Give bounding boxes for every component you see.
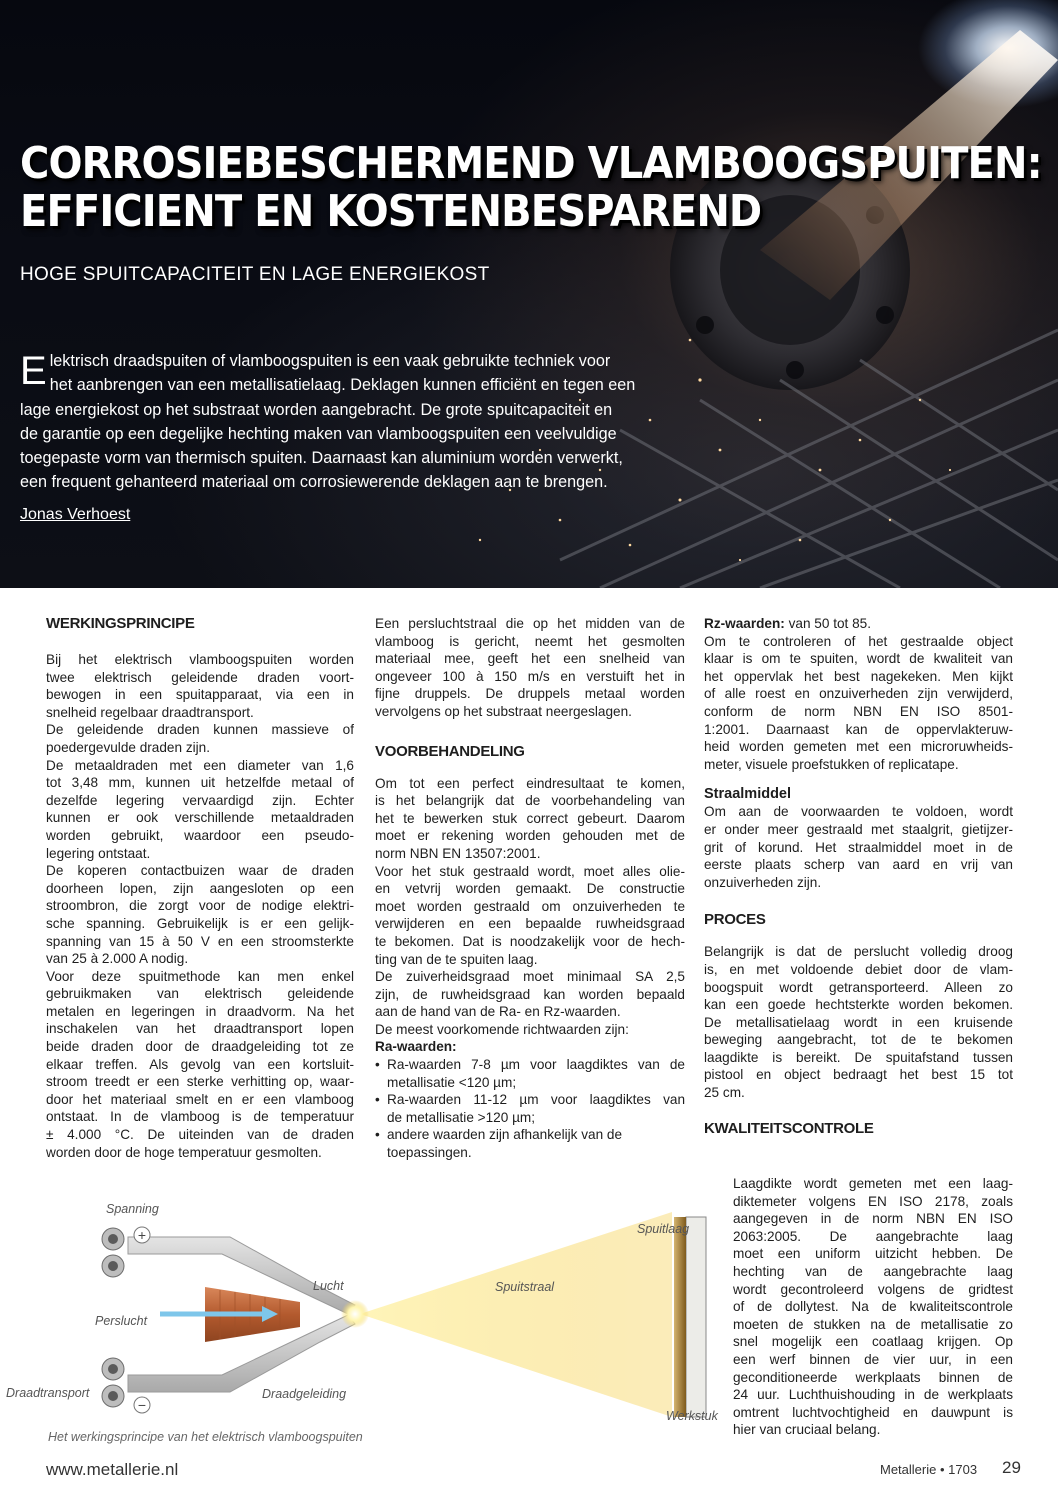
text-line: Om aan de voorwaarden te voldoen, wordt: [704, 804, 1013, 820]
title-line-2: EFFICIENT EN KOSTENBESPAREND: [20, 186, 762, 237]
column-3-continued: [733, 1175, 1013, 1439]
text-line: diktemeter volgens EN ISO 2178, zoals: [733, 1193, 1013, 1209]
heading-werkingsprincipe: WERKINGSPRINCIPE: [46, 615, 195, 632]
text-line: zijn, de ruwheidsgraad kan worden bepaald: [375, 986, 685, 1002]
rz-waarden-value: van 50 tot 85.: [784, 616, 871, 631]
intro-line: een frequent gehanteerd materiaal om corrosiewerende deklagen aan te brengen.: [20, 473, 608, 492]
text-line: er onder meer gestraald met staalgrit, gietijzer-: [704, 821, 1013, 837]
column-3: [704, 615, 1013, 1138]
col1-text: [46, 651, 354, 1161]
heading-kwaliteitscontrole: KWALITEITSCONTROLE: [704, 1119, 874, 1137]
text-line: De koperen contactbuizen waar de draden: [46, 863, 354, 879]
text-line: stroombron, die zorgt voor de nodige elektri-: [46, 898, 354, 914]
intro-line: de garantie op een degelijke hechting maken van vlamboogspuiten een veelvuldige: [20, 424, 617, 443]
text-line: De metallisatielaag wordt in een kruisende: [704, 1014, 1013, 1030]
text-line: geconditioneerde werkplaats binnen de: [733, 1369, 1013, 1385]
page-number: 29: [1002, 1458, 1021, 1477]
text-line: klaar is om te spuiten, wordt de kwaliteit van: [704, 651, 1013, 667]
text-line: metalen en legeringen in draadvorm. Na het: [46, 1003, 354, 1019]
text-line: wordt gecontroleerd volgens de gridtest: [733, 1281, 1013, 1297]
text-line: is het belangrijk dat de voorbehandeling van: [375, 793, 685, 809]
label-lucht: Lucht: [313, 1279, 344, 1293]
article-subtitle: HOGE SPUITCAPACITEIT EN LAGE ENERGIEKOST: [20, 264, 490, 285]
text-line: materiaal mee, geeft het een snelheid van: [375, 651, 685, 667]
text-line: twee elektrisch geleidende draden voort-: [46, 669, 354, 685]
text-line: Om tot een perfect eindresultaat te komen,: [375, 775, 685, 791]
text-line: De meest voorkomende richtwaarden zijn:: [375, 1021, 629, 1037]
text-line: meter, visuele proefstukken of replicatape.: [704, 756, 959, 772]
text-line: moet worden gestraald om onzuiverheden te: [375, 898, 685, 914]
text-line: ting van de te spuiten laag.: [375, 951, 538, 967]
col2-text: [375, 775, 685, 1039]
text-line: stroom treedt er een sterke verhitting op, waar-: [46, 1074, 354, 1090]
text-line: vlamboog is gericht, neemt het gesmolten: [375, 633, 685, 649]
label-perslucht: Perslucht: [95, 1314, 148, 1328]
intro-line: het aanbrengen van een metallisatielaag. Deklagen kunnen efficiënt en tegen een: [49, 376, 636, 395]
text-line: 1:2001. Daarnaast kan de oppervlakteruw-: [704, 721, 1013, 737]
text-line: aangegeven in de norm NBN EN ISO: [733, 1211, 1013, 1227]
working-principle-diagram: [0, 1192, 720, 1452]
text-line: spanning van 15 à 50 V en een stroomsterkte: [46, 933, 354, 949]
text-line: omtrent luchtvochtigheid en dauwpunt is: [733, 1404, 1013, 1420]
label-spuitstraal: Spuitstraal: [495, 1280, 555, 1294]
wire-rollers-lower: [102, 1358, 124, 1407]
coating-layer: [674, 1217, 686, 1417]
hero-photo-spray-sparks: [0, 0, 1058, 588]
author-name: Jonas Verhoest: [20, 506, 131, 523]
text-line: norm NBN EN 13507:2001.: [375, 845, 541, 861]
text-line: en vetvrij worden gemaakt. De constructie: [375, 881, 685, 897]
heading-proces: PROCES: [704, 911, 766, 929]
arc-glow: [341, 1300, 369, 1328]
text-line: sche spanning. Gebruikelijk is er een gelijk-: [46, 915, 354, 931]
text-line: dezelfde legering vervaardigd zijn. Echter: [46, 792, 354, 808]
text-line: aan de hand van de Ra- en Rz-waarden.: [375, 1004, 621, 1020]
intro-paragraph: [20, 349, 660, 495]
text-line: het te bewerken stuk correct gebeurt. Daarom: [375, 810, 685, 826]
text-line: Laagdikte wordt gemeten met een laag-: [733, 1176, 1013, 1191]
text-line: beweging aangebracht, tot de te bekomen: [704, 1032, 1013, 1048]
text-line: conform de norm NBN EN ISO 8501-: [704, 703, 1013, 719]
text-line: ongeveer 100 à 150 m/s en verstuift het in: [375, 668, 685, 684]
hero-banner: [0, 0, 1058, 588]
intro-line: toegepaste vorm van thermisch spuiten. Daarnaast kan aluminium worden verwerkt,: [20, 449, 623, 468]
label-spuitlaag: Spuitlaag: [637, 1222, 690, 1236]
text-line: doorheen lopen, zijn aangesloten op een: [46, 880, 354, 896]
text-line: ontstaat. In de vlamboog is de temperatuur: [46, 1109, 354, 1125]
text-line: De metaaldraden met een diameter van 1,6: [46, 757, 354, 773]
text-line: elkaar treffen. Als gevolg van een kortsluit-: [46, 1056, 354, 1072]
text-line: heid worden gemeten met een microruwheids-: [704, 739, 1013, 755]
col3-text-2: [704, 803, 1013, 891]
text-line: laagdikte is bereikt. De spuitafstand tussen: [704, 1049, 1013, 1065]
text-line: eerste plaats scherp van aard en vrij van: [704, 857, 1013, 873]
label-werkstuk: Werkstuk: [666, 1409, 718, 1423]
intro-line: lage energiekost op het substraat worden aangebracht. De grote spuitcapaciteit en: [20, 400, 613, 419]
col2-intro-text: [375, 615, 685, 721]
text-line: beide draden door de draadgeleiding tot ze: [46, 1039, 354, 1055]
text-line: snel mogelijk een coatlaag krijgen. Op: [733, 1334, 1013, 1350]
label-draadtransport: Draadtransport: [6, 1386, 90, 1400]
text-line: onzuiverheden zijn.: [704, 874, 822, 890]
bullet-item-cont: metallisatie <120 µm;: [387, 1074, 517, 1090]
diagram-caption: Het werkingsprincipe van het elektrisch vlamboogspuiten: [48, 1430, 363, 1444]
rz-waarden-label: Rz-waarden:: [704, 616, 785, 631]
intro-line: lektrisch draadspuiten of vlamboogspuiten is een vaak gebruikte techniek voor: [49, 352, 611, 370]
text-line: van 25 à 2.000 A nodig.: [46, 951, 189, 967]
text-line: inschakelen van het draadtransport lopen: [46, 1021, 354, 1037]
text-line: door het materiaal smelt en er een vlamboog: [46, 1091, 354, 1107]
text-line: ± 4.000 °C. De uiteinden van de draden: [46, 1127, 354, 1143]
text-line: Voor deze spuitmethode kan men enkel: [46, 968, 354, 984]
text-line: hechting van de aangebrachte laag: [733, 1263, 1013, 1279]
ra-bullet-list: [375, 1056, 685, 1162]
text-line: worden gebruikt, waardoor een pseudo-: [46, 827, 354, 843]
text-line: hier van cruciaal belang.: [733, 1422, 881, 1438]
text-line: kan een goede hechtsterkte worden bekomen.: [704, 997, 1013, 1013]
text-line: De geleidende draden kunnen massieve of: [46, 722, 354, 738]
text-line: moet er rekening worden gehouden met de: [375, 828, 685, 844]
text-line: verwijderen en een bepaalde ruwheidsgraad: [375, 916, 685, 932]
text-line: of de dollytest. Na de kwaliteitscontrole: [733, 1299, 1013, 1315]
subheading-straalmiddel: Straalmiddel: [704, 786, 792, 803]
text-line: bewogen in een spuitapparaat, via een in: [46, 687, 354, 703]
text-line: of alle roest en onzuiverheden zijn verwijderd,: [704, 686, 1013, 702]
text-line: gebruikmaken van elektrisch geleidende: [46, 986, 354, 1002]
text-line: te bekomen. Dat is noodzakelijk voor de hech-: [375, 933, 685, 949]
drop-cap: E: [20, 349, 47, 393]
text-line: 24 uur. Luchthuishouding in de werkplaats: [733, 1387, 1013, 1403]
label-spanning: Spanning: [106, 1202, 159, 1216]
text-line: pistool en object bedraagt het best 15 tot: [704, 1067, 1013, 1083]
text-line: grit of korund. Het straalmiddel moet in de: [704, 839, 1013, 855]
ra-waarden-label: Ra-waarden:: [375, 1039, 457, 1055]
workpiece: [686, 1217, 706, 1417]
text-line: Voor het stuk gestraald wordt, moet alles olie-: [375, 863, 685, 879]
spray-jet: [360, 1212, 672, 1417]
title-line-1: CORROSIEBESCHERMEND VLAMBOOGSPUITEN:: [20, 138, 1042, 189]
text-line: een werf binnen de vier uur, in een: [733, 1351, 1013, 1367]
text-line: tot 3,48 mm, kunnen uit hetzelfde metaal of: [46, 775, 354, 791]
column-2: [375, 615, 685, 1162]
text-line: fijne druppels. De druppels metaal worden: [375, 686, 685, 702]
column-1: [46, 615, 354, 1161]
bullet-item-cont: de metallisatie >120 µm;: [387, 1109, 535, 1125]
plus-sign: +: [137, 1227, 147, 1243]
bullet-item: • Ra-waarden 11-12 µm voor laagdiktes van: [375, 1091, 685, 1109]
col3-text-3: [704, 943, 1013, 1101]
heading-voorbehandeling: VOORBEHANDELING: [375, 742, 525, 760]
text-line: Een persluchtstraal die op het midden van de: [375, 616, 685, 631]
bullet-item-cont: toepassingen.: [387, 1145, 472, 1161]
col3-text-1: [704, 633, 1013, 774]
article-title: [20, 138, 1042, 237]
bullet-item: • Ra-waarden 7-8 µm voor laagdiktes van de: [375, 1056, 685, 1074]
wire-rollers-upper: [102, 1228, 124, 1277]
text-line: moeten de stukken na de metallisatie zo: [733, 1316, 1013, 1332]
rz-waarden-line: [704, 615, 1013, 633]
text-line: worden door de hoge temperatuur gesmolten.: [46, 1144, 322, 1160]
text-line: moet een uniform uitzicht hebben. De: [733, 1246, 1013, 1262]
footer-url[interactable]: www.metallerie.nl: [46, 1460, 179, 1479]
text-line: vervolgens op het substraat neergeslagen.: [375, 703, 632, 719]
bullet-item: • andere waarden zijn afhankelijk van de: [375, 1126, 685, 1144]
text-line: boogspuit wordt getransporteerd. Alleen zo: [704, 979, 1013, 995]
text-line: 25 cm.: [704, 1085, 745, 1101]
text-line: het oppervlak het best nagekeken. Men kijkt: [704, 668, 1013, 684]
text-line: kunnen er ook verschillende metaaldraden: [46, 810, 354, 826]
text-line: legering ontstaat.: [46, 845, 151, 861]
text-line: snelheid regelbaar draadtransport.: [46, 704, 254, 720]
footer-magazine-issue: Metallerie • 1703: [880, 1462, 978, 1477]
text-line: poedergevulde draden zijn.: [46, 739, 211, 755]
text-line: 2063:2005. De aangebrachte laag: [733, 1228, 1013, 1244]
text-line: De zuiverheidsgraad moet minimaal SA 2,5: [375, 969, 685, 985]
text-line: Bij het elektrisch vlamboogspuiten worden: [46, 652, 354, 667]
label-draadgeleiding: Draadgeleiding: [262, 1387, 347, 1401]
text-line: Om te controleren of het gestraalde object: [704, 633, 1013, 649]
text-line: Belangrijk is dat de perslucht volledig droog: [704, 944, 1013, 960]
text-line: is, en met voldoende debiet door de vlam-: [704, 961, 1013, 977]
minus-sign: −: [137, 1397, 147, 1413]
